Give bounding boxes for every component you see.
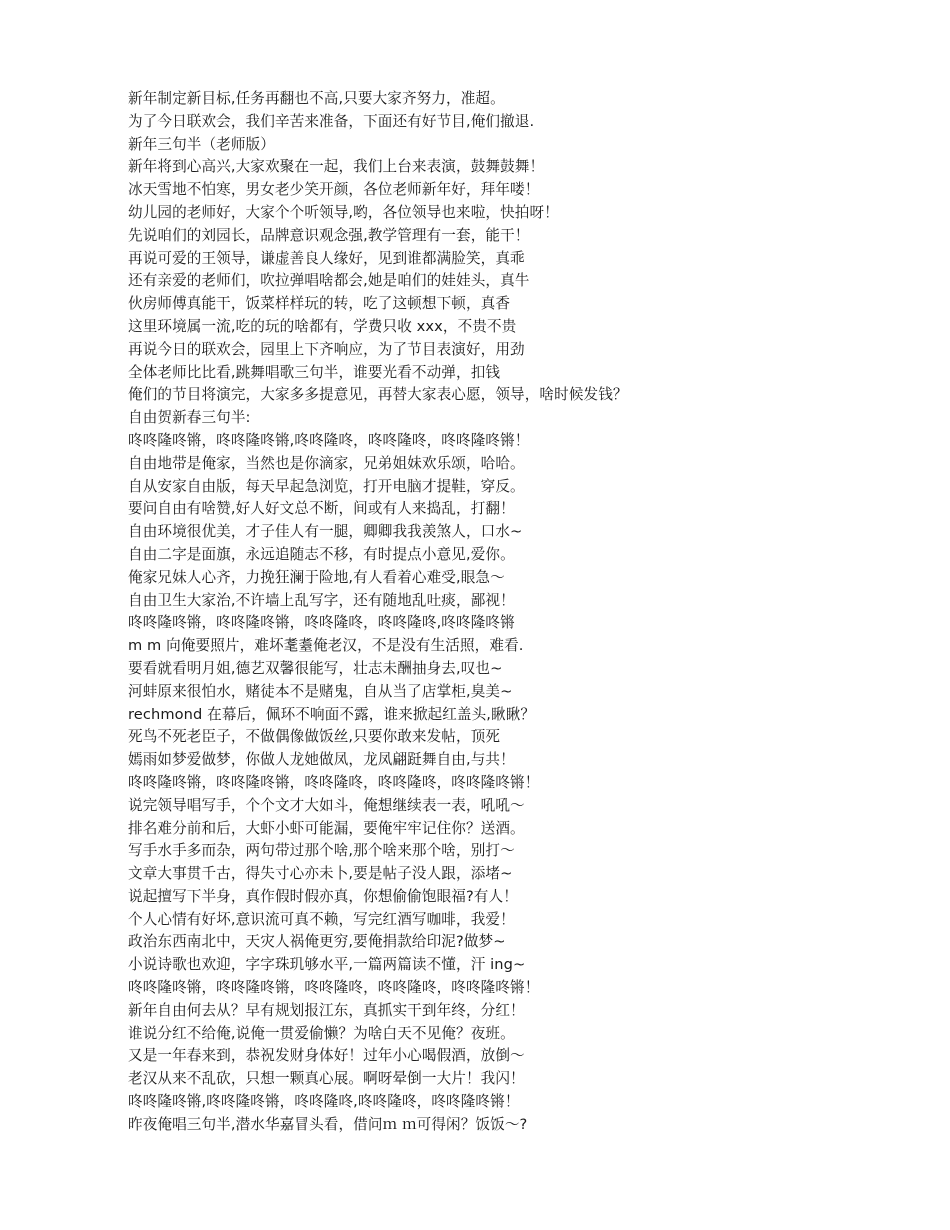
text-line: rechmond 在幕后，佩环不响面不露，谁来掀起红盖头,瞅瞅？ xyxy=(128,705,536,723)
text-line: 河蚌原来很怕水，赌徒本不是赌鬼，自从当了店掌柜,臭美~ xyxy=(128,682,513,700)
text-line: 新年自由何去从？早有规划报江东，真抓实干到年终，分红！ xyxy=(128,1001,525,1019)
text-line: 文章大事贯千古，得失寸心亦未卜,要是帖子没人跟，添堵~ xyxy=(128,865,513,883)
text-line: m m 向俺要照片，难坏耄耋俺老汉，不是没有生活照，难看. xyxy=(128,637,524,655)
document-text xyxy=(128,88,908,1137)
text-line: 伙房师傅真能干，饭菜样样玩的转，吃了这顿想下顿，真香 xyxy=(128,295,511,313)
text-line: 咚咚隆咚锵，咚咚隆咚锵，咚咚隆咚，咚咚隆咚，咚咚隆咚锵！ xyxy=(128,773,540,791)
text-line: 谁说分红不给俺,说俺一贯爱偷懒？为啥白天不见俺？夜班。 xyxy=(128,1024,515,1042)
text-line: 为了今日联欢会，我们辛苦来准备，下面还有好节目,俺们撤退. xyxy=(128,112,535,130)
text-line: 冰天雪地不怕寒，男女老少笑开颜，各位老师新年好，拜年喽！ xyxy=(128,181,540,199)
text-line: 个人心情有好坏,意识流可真不赖，写完红酒写咖啡，我爱！ xyxy=(128,910,515,928)
text-line: 又是一年春来到，恭祝发财身体好！过年小心喝假酒，放倒～ xyxy=(128,1047,525,1065)
text-line: 昨夜俺唱三句半,潜水华嘉冒头看，借问ｍ ｍ可得闲？饭饭～? xyxy=(128,1115,528,1133)
text-line: 再说今日的联欢会，园里上下齐响应，为了节目表演好，用劲 xyxy=(128,340,525,358)
text-line: 还有亲爱的老师们，吹拉弹唱啥都会,她是咱们的娃娃头，真牛 xyxy=(128,272,530,290)
text-line: 要问自由有啥赞,好人好文总不断，间或有人来捣乱，打翻！ xyxy=(128,500,515,518)
text-line: 自从安家自由版，每天早起急浏览，打开电脑才提鞋，穿反。 xyxy=(128,477,525,495)
text-line: 说起擅写下半身，真作假时假亦真，你想偷偷饱眼福?有人！ xyxy=(128,887,518,905)
text-line: 排名难分前和后，大虾小虾可能漏，要俺牢牢记住你？送酒。 xyxy=(128,819,525,837)
text-line: 俺家兄妹人心齐，力挽狂澜于险地,有人看着心难受,眼急～ xyxy=(128,568,505,586)
text-line: 自由二字是面旗，永远追随志不移，有时提点小意见,爱你。 xyxy=(128,545,515,563)
text-line: 幼儿园的老师好，大家个个听领导,哟，各位领导也来啦，快拍呀！ xyxy=(128,203,559,221)
text-line: 咚咚隆咚锵,咚咚隆咚锵，咚咚隆咚,咚咚隆咚，咚咚隆咚锵！ xyxy=(128,1093,520,1111)
text-line: 再说可爱的王领导，谦虚善良人缘好，见到谁都满脸笑，真乖 xyxy=(128,249,525,267)
text-line: 自由贺新春三句半: xyxy=(128,409,251,427)
text-line: 新年将到心高兴,大家欢聚在一起，我们上台来表演，鼓舞鼓舞！ xyxy=(128,158,545,176)
text-line: 死鸟不死老臣子，不做偶像做饭丝,只要你敢来发帖，顶死 xyxy=(128,728,501,746)
text-line: 咚咚隆咚锵，咚咚隆咚锵，咚咚隆咚，咚咚隆咚，咚咚隆咚锵！ xyxy=(128,979,540,997)
text-line: 俺们的节目将演完，大家多多提意见，再替大家表心愿，领导，啥时候发钱？ xyxy=(128,386,628,404)
text-line: 说完领导唱写手，个个文才大如斗，俺想继续表一表，吼吼～ xyxy=(128,796,525,814)
text-line: 新年制定新目标,任务再翻也不高,只要大家齐努力，准超。 xyxy=(128,90,505,107)
text-line: 写手水手多而杂，两句带过那个啥,那个啥来那个啥，别打～ xyxy=(128,842,515,860)
text-line: 这里环境属一流,吃的玩的啥都有，学费只收 xxx，不贵不贵 xyxy=(128,317,517,335)
text-line: 全体老师比比看,跳舞唱歌三句半，谁要光看不动弹，扣钱 xyxy=(128,363,501,381)
text-line: 自由环境很优美，才子佳人有一腿，卿卿我我羡煞人，口水~ xyxy=(128,523,523,541)
text-line: 咚咚隆咚锵，咚咚隆咚锵,咚咚隆咚，咚咚隆咚，咚咚隆咚锵！ xyxy=(128,431,530,449)
text-line: 政治东西南北中，天灾人祸俺更穷,要俺捐款给印泥?做梦~ xyxy=(128,933,506,951)
text-line: 要看就看明月姐,德艺双馨很能写，壮志未酬抽身去,叹也~ xyxy=(128,659,503,677)
text-line: 小说诗歌也欢迎，字字珠玑够水平,一篇两篇读不懂，汗 ing~ xyxy=(128,956,526,974)
text-line: 自由地带是俺家，当然也是你滴家，兄弟姐妹欢乐颂，哈哈。 xyxy=(128,454,525,472)
text-line: 新年三句半（老师版） xyxy=(128,135,275,153)
text-line: 自由卫生大家治,不许墙上乱写字，还有随地乱吐痰，鄙视！ xyxy=(128,591,515,609)
text-line: 嫣雨如梦爱做梦，你做人龙她做凤，龙凤翩跹舞自由,与共！ xyxy=(128,751,515,769)
text-line: 咚咚隆咚锵，咚咚隆咚锵，咚咚隆咚，咚咚隆咚,咚咚隆咚锵 xyxy=(128,614,515,632)
text-line: 先说咱们的刘园长，品牌意识观念强,教学管理有一套，能干！ xyxy=(128,226,530,244)
text-line: 老汉从来不乱砍，只想一颗真心展。啊呀晕倒一大片！我闪！ xyxy=(128,1070,525,1088)
